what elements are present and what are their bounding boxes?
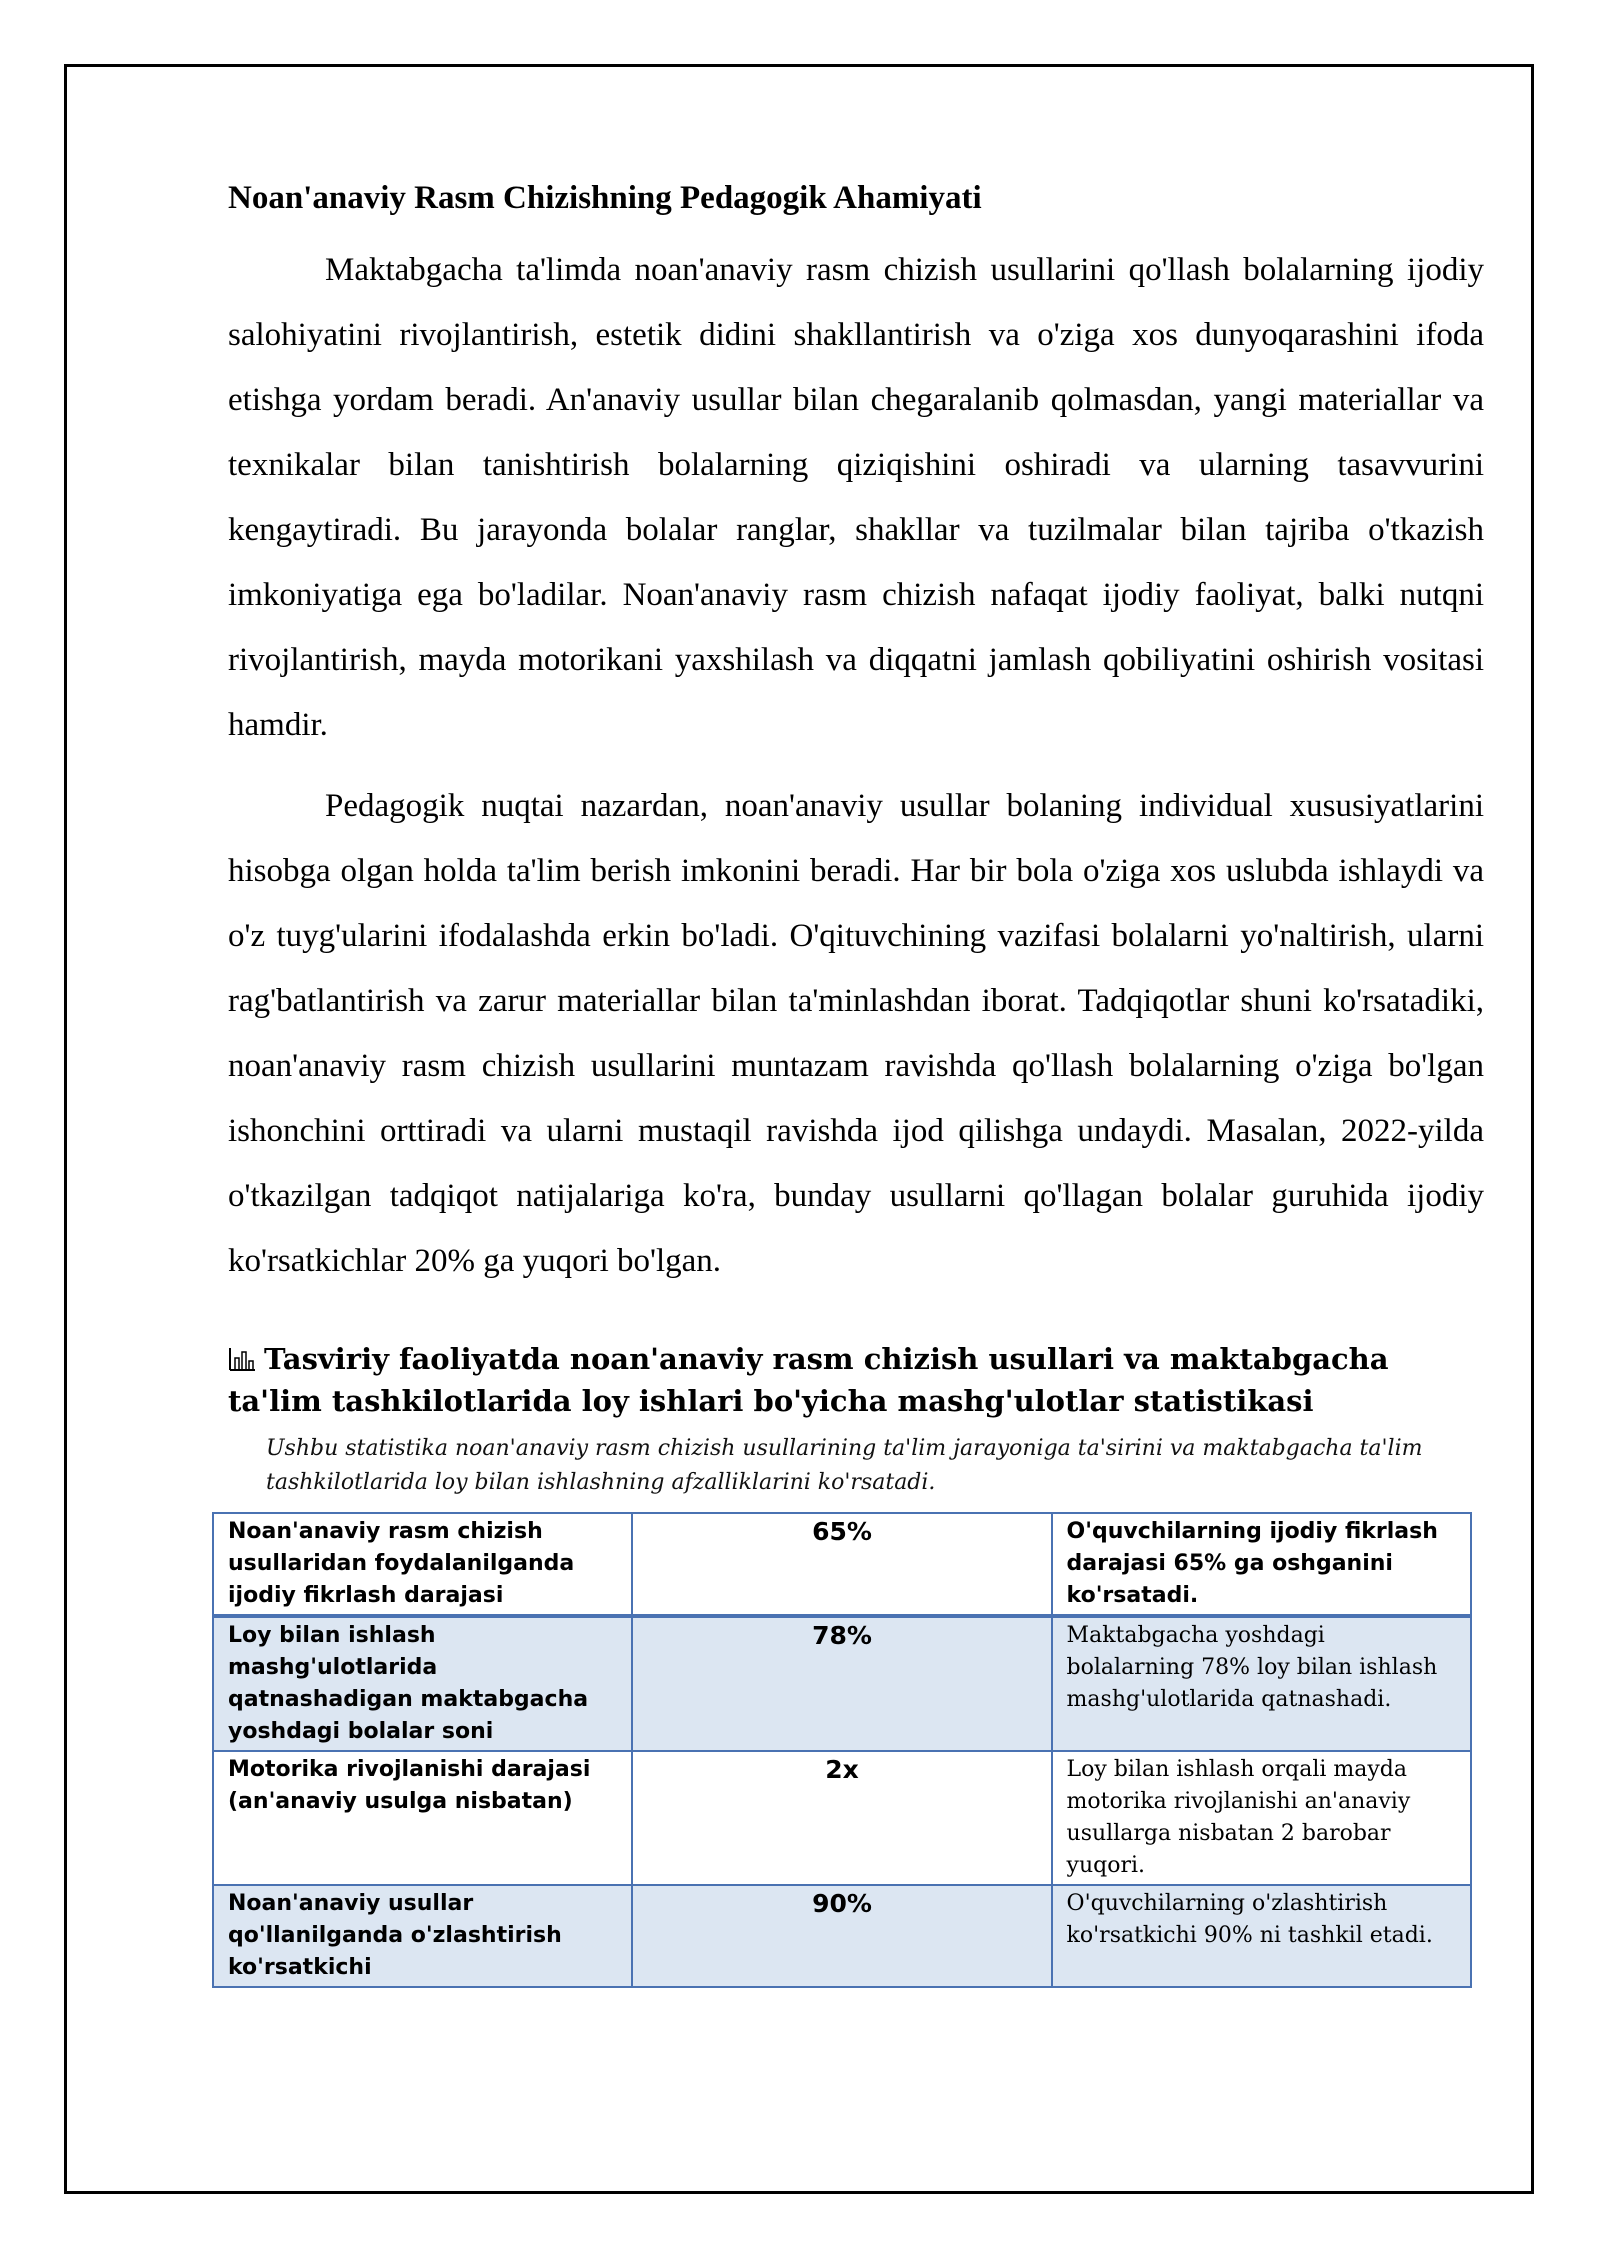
stats-caption: Ushbu statistika noan'anaviy rasm chizish usullarining ta'lim jarayoniga ta'sirini va maktabgacha ta'lim tashkilotlarida loy bilan ishlashning afzalliklarini ko'rsatadi. (266, 1436, 1423, 1495)
table-row (213, 1751, 1471, 1885)
stats-heading-text: Tasviriy faoliyatda noan'anaviy rasm chizish usullari va maktabgacha ta'lim tashkilotlarida loy ishlari bo'yicha mashg'ulotlar statistikasi (228, 1342, 1389, 1418)
table-row (213, 1513, 1471, 1616)
table-row (213, 1885, 1471, 1987)
row-label: Loy bilan ishlash mashg'ulotlarida qatnashadigan maktabgacha yoshdagi bolalar soni (213, 1616, 632, 1751)
row-description: Maktabgacha yoshdagi bolalarning 78% loy bilan ishlash mashg'ulotlarida qatnashadi. (1052, 1616, 1471, 1751)
row-value: 78% (632, 1616, 1051, 1751)
bar-chart-icon (228, 1341, 256, 1367)
row-label: Noan'anaviy usullar qo'llanilganda o'zlashtirish ko'rsatkichi (213, 1885, 632, 1987)
row-value: 2x (632, 1751, 1051, 1885)
paragraph-1: Maktabgacha ta'limda noan'anaviy rasm chizish usullarini qo'llash bolalarning ijodiy salohiyatini rivojlantirish, estetik didini shakllantirish va o'ziga xos dunyoqarashini ifoda etishga yordam beradi. An'anaviy usullar bilan chegaralanib qolmasdan, yangi materiallar va texnikalar bilan tanishtirish bolalarning qiziqishini oshiradi va ularning tasavvurini kengaytiradi. Bu jarayonda bolalar ranglar, shakllar va tuzilmalar bilan tajriba o'tkazish imkoniyatiga ega bo'ladilar. Noan'anaviy rasm chizish nafaqat ijodiy faoliyat, balki nutqni rivojlantirish, mayda motorikani yaxshilash va diqqatni jamlash qobiliyatini oshirish vositasi hamdir. (228, 252, 1484, 743)
row-value: 65% (632, 1513, 1051, 1616)
document-body (228, 168, 1484, 1988)
row-label: Motorika rivojlanishi darajasi (an'anaviy usulga nisbatan) (213, 1751, 632, 1885)
row-description: O'quvchilarning ijodiy fikrlash darajasi 65% ga oshganini ko'rsatadi. (1052, 1513, 1471, 1616)
row-description: O'quvchilarning o'zlashtirish ko'rsatkichi 90% ni tashkil etadi. (1052, 1885, 1471, 1987)
row-value: 90% (632, 1885, 1051, 1987)
row-description: Loy bilan ishlash orqali mayda motorika rivojlanishi an'anaviy usullarga nisbatan 2 barobar yuqori. (1052, 1751, 1471, 1885)
stats-table (212, 1512, 1472, 1988)
paragraph-2: Pedagogik nuqtai nazardan, noan'anaviy usullar bolaning individual xususiyatlarini hisobga olgan holda ta'lim berish imkonini beradi. Har bir bola o'ziga xos uslubda ishlaydi va o'z tuyg'ularini ifodalashda erkin bo'ladi. O'qituvchining vazifasi bolalarni yo'naltirish, ularni rag'batlantirish va zarur materiallar bilan ta'minlashdan iborat. Tadqiqotlar shuni ko'rsatadiki, noan'anaviy rasm chizish usullarini muntazam ravishda qo'llash bolalarning o'ziga bo'lgan ishonchini orttiradi va ularni mustaqil ravishda ijod qilishga undaydi. Masalan, 2022-yilda o'tkazilgan tadqiqot natijalariga ko'ra, bunday usullarni qo'llagan bolalar guruhida ijodiy ko'rsatkichlar 20% ga yuqori bo'lgan. (228, 788, 1484, 1279)
table-row (213, 1616, 1471, 1751)
row-label: Noan'anaviy rasm chizish usullaridan foydalanilganda ijodiy fikrlash darajasi (213, 1513, 632, 1616)
stats-heading (228, 1338, 1484, 1422)
document-title: Noan'anaviy Rasm Chizishning Pedagogik Ahamiyati (228, 180, 982, 216)
